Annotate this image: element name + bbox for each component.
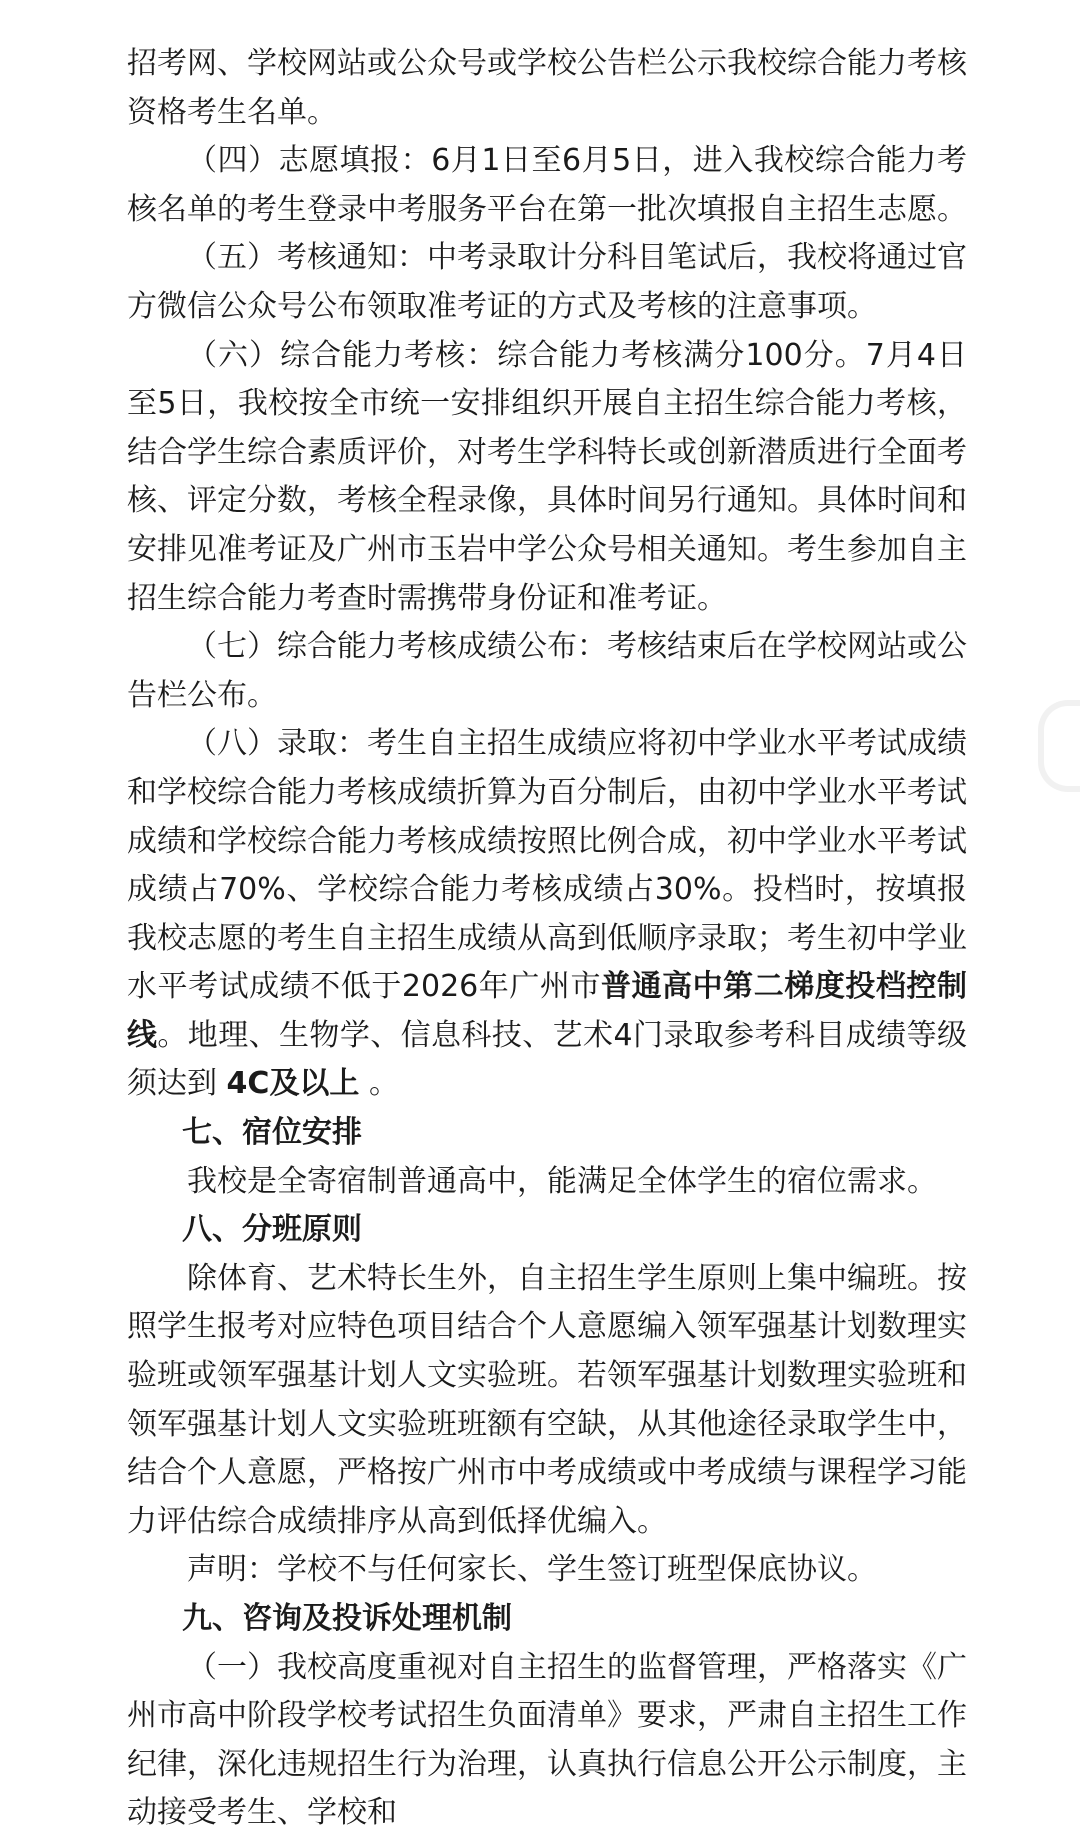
admission-grade-requirement: 4C及以上 (226, 1066, 360, 1102)
section-heading-consultation: 九、咨询及投诉处理机制 (182, 1601, 512, 1636)
paragraph-accommodation: 我校是全寄宿制普通高中，能满足全体学生的宿位需求。 (187, 1163, 937, 1199)
paragraph-ability-assessment: （六）综合能力考核：综合能力考核满分100分。7月4日至5日，我校按全市统一安排组织开展自主招生综合能力考核，结合学生综合素质评价，对考生学科特长或创新潜质进行全面考核、评定分数，考核全程录像，具体时间另行通知。具体时间和安排见准考证及广州市玉岩中学公众号相关通知。考生参加自主招生综合能力考查时需携带身份证和准考证。 (127, 337, 967, 616)
section-heading-accommodation: 七、宿位安排 (182, 1115, 362, 1151)
admission-text-2: 。地理、生物学、信息科技、艺术4门录取参考科目成绩等级须达到 (127, 1017, 967, 1102)
paragraph-class-division: 除体育、艺术特长生外，自主招生学生原则上集中编班。按照学生报考对应特色项目结合个人意愿编入领军强基计划数理实验班或领军强基计划人文实验班。若领军强基计划数理实验班和领军强基计划人文实验班班额有空缺，从其他途径录取学生中，结合个人意愿，严格按广州市中考成绩或中考成绩与课程学习能力评估综合成绩排序从高到低择优编入。 (127, 1260, 967, 1539)
admission-text-1: （八）录取：考生自主招生成绩应将初中学业水平考试成绩和学校综合能力考核成绩折算为百分制后，由初中学业水平考试成绩和学校综合能力考核成绩按照比例合成，初中学业水平考试成绩占70%、学校综合能力考核成绩占30%。投档时，按填报我校志愿的考生自主招生成绩从高到低顺序录取；考生初中学业水平考试成绩不低于2026年广州市 (127, 726, 967, 1005)
admission-control-line: 普通高中第二梯度投档控制线 (127, 969, 968, 1053)
edge-artifact (1038, 700, 1080, 792)
paragraph-results-publication: （七）综合能力考核成绩公布：考核结束后在学校网站或公告栏公布。 (127, 629, 967, 713)
paragraph-admission (127, 720, 967, 1109)
admission-text-3: 。 (359, 1066, 399, 1102)
paragraph-continuation: 招考网、学校网站或公众号或学校公告栏公示我校综合能力考核资格考生名单。 (127, 46, 967, 130)
paragraph-volunteer-filling: （四）志愿填报：6月1日至6月5日，进入我校综合能力考核名单的考生登录中考服务平台在第一批次填报自主招生志愿。 (127, 143, 967, 227)
paragraph-statement: 声明：学校不与任何家长、学生签订班型保底协议。 (187, 1552, 877, 1588)
document-page (127, 40, 967, 1838)
paragraph-supervision: （一）我校高度重视对自主招生的监督管理，严格落实《广州市高中阶段学校考试招生负面清单》要求，严肃自主招生工作纪律，深化违规招生行为治理，认真执行信息公开公示制度，主动接受考生、学校和 (127, 1649, 967, 1831)
paragraph-exam-notice: （五）考核通知：中考录取计分科目笔试后，我校将通过官方微信公众号公布领取准考证的方式及考核的注意事项。 (127, 240, 967, 324)
section-heading-class-division: 八、分班原则 (182, 1212, 362, 1248)
